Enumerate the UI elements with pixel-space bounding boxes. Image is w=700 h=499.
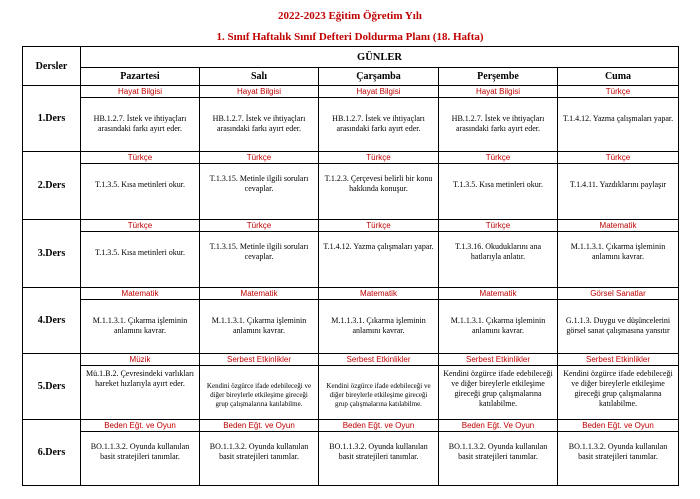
objective-text: T.1.4.12. Yazma çalışmaları yapar. xyxy=(562,114,674,123)
day-header-carsamba: Çarşamba xyxy=(319,68,439,86)
objective-text: T.1.4.12. Yazma çalışmaları yapar. xyxy=(323,242,434,251)
subject-label: Beden Eğt. ve Oyun xyxy=(200,420,318,432)
objective-text: T.1.3.16. Okuduklarını ana hatlarıyla anlatır. xyxy=(454,242,542,261)
lesson-cell xyxy=(81,420,200,486)
objective-text: Mü.1.B.2. Çevresindeki varlıkları hareket hızlarıyla ayırt eder. xyxy=(86,369,194,388)
objective-text: BO.1.1.3.2. Oyunda kullanılan basit stratejileri tanımlar. xyxy=(448,442,548,461)
lesson-cell xyxy=(200,354,319,420)
lesson-cell xyxy=(439,220,558,288)
plan-body xyxy=(23,86,679,486)
header-row-days xyxy=(23,68,679,86)
lesson-cell xyxy=(319,288,439,354)
subject-label: Görsel Sanatlar xyxy=(558,288,678,300)
lesson-number: 2.Ders xyxy=(23,152,81,220)
lesson-cell xyxy=(439,420,558,486)
subject-label: Beden Eğt. ve Oyun xyxy=(558,420,678,432)
subject-label: Türkçe xyxy=(558,152,678,164)
lesson-row xyxy=(23,420,679,486)
gunler-header: GÜNLER xyxy=(81,47,679,68)
objective-text: T.1.3.5. Kısa metinleri okur. xyxy=(94,248,186,257)
objective-text: T.1.3.15. Metinle ilgili soruları cevaplar. xyxy=(209,174,309,193)
objective-text: T.1.3.15. Metinle ilgili soruları cevaplar. xyxy=(209,242,309,261)
objective-text: M.1.1.3.1. Çıkarma işleminin anlamını kavrar. xyxy=(331,316,426,335)
day-header-sali: Salı xyxy=(200,68,319,86)
subject-label: Türkçe xyxy=(558,86,678,98)
objective-text: Kendini özgürce ifade edebileceği ve diğer bireylerle etkileşime gireceği grup çalışmalarına katılabilme. xyxy=(563,369,673,408)
subject-label: Beden Eğt. Ve Oyun xyxy=(439,420,557,432)
subject-label: Serbest Etkinlikler xyxy=(200,354,318,366)
subject-label: Türkçe xyxy=(439,152,557,164)
lesson-cell xyxy=(81,288,200,354)
objective-text: T.1.3.5. Kısa metinleri okur. xyxy=(452,180,544,189)
lesson-cell xyxy=(200,420,319,486)
lesson-cell xyxy=(319,152,439,220)
objective-text: T.1.2.3. Çerçevesi belirli bir konu hakkında konuşur. xyxy=(324,174,433,193)
weekly-plan-table xyxy=(22,46,679,486)
lesson-cell xyxy=(558,152,679,220)
lesson-cell xyxy=(319,220,439,288)
header-row-gunler xyxy=(23,47,679,68)
objective-text: BO.1.1.3.2. Oyunda kullanılan basit stratejileri tanımlar. xyxy=(329,442,428,461)
lesson-cell xyxy=(81,220,200,288)
subject-label: Hayat Bilgisi xyxy=(200,86,318,98)
day-header-persembe: Perşembe xyxy=(439,68,558,86)
day-header-cuma: Cuma xyxy=(558,68,679,86)
document-subtitle: 1. Sınıf Haftalık Sınıf Defteri Doldurma Planı (18. Hafta) xyxy=(216,31,484,43)
subject-label: Türkçe xyxy=(439,220,557,232)
subject-label: Matematik xyxy=(558,220,678,232)
lesson-row xyxy=(23,354,679,420)
lesson-number: 1.Ders xyxy=(23,86,81,152)
subject-label: Serbest Etkinlikler xyxy=(439,354,557,366)
subject-label: Hayat Bilgisi xyxy=(319,86,438,98)
lesson-cell xyxy=(200,220,319,288)
objective-text: Kendini özgürce ifade edebileceği ve diğer bireylerle etkileşime gireceği grup çalışmalarına katılabilme. xyxy=(206,382,312,408)
subject-label: Türkçe xyxy=(200,152,318,164)
subject-label: Türkçe xyxy=(81,220,199,232)
subject-label: Matematik xyxy=(319,288,438,300)
subject-label: Türkçe xyxy=(319,220,438,232)
objective-text: HB.1.2.7. İstek ve ihtiyaçları arasındaki farkı ayırt eder. xyxy=(212,114,306,133)
lesson-cell xyxy=(558,86,679,152)
document-title: 2022-2023 Eğitim Öğretim Yılı xyxy=(278,10,422,22)
objective-text: G.1.1.3. Duygu ve düşüncelerini görsel sanat çalışmasına yansıtır xyxy=(565,316,671,335)
subject-label: Türkçe xyxy=(200,220,318,232)
objective-text: M.1.1.3.1. Çıkarma işleminin anlamını kavrar. xyxy=(450,316,546,335)
lesson-cell xyxy=(200,86,319,152)
lesson-cell xyxy=(81,152,200,220)
subject-label: Matematik xyxy=(439,288,557,300)
subject-label: Serbest Etkinlikler xyxy=(319,354,438,366)
lesson-cell xyxy=(558,220,679,288)
subject-label: Serbest Etkinlikler xyxy=(558,354,678,366)
lesson-cell xyxy=(439,354,558,420)
subject-label: Matematik xyxy=(200,288,318,300)
objective-text: BO.1.1.3.2. Oyunda kullanılan basit stratejileri tanımlar. xyxy=(90,442,190,461)
dersler-header: Dersler xyxy=(23,47,81,86)
lesson-cell xyxy=(558,354,679,420)
lesson-cell xyxy=(319,86,439,152)
lesson-cell xyxy=(439,86,558,152)
subject-label: Müzik xyxy=(81,354,199,366)
subject-label: Türkçe xyxy=(319,152,438,164)
lesson-cell xyxy=(200,152,319,220)
lesson-number: 4.Ders xyxy=(23,288,81,354)
subject-label: Beden Eğt. ve Oyun xyxy=(319,420,438,432)
lesson-number: 5.Ders xyxy=(23,354,81,420)
objective-text: Kendini özgürce ifade edebileceği ve diğer bireylerle etkileşime gireceği grup çalışmalarına katılabilme. xyxy=(443,369,553,408)
lesson-row xyxy=(23,86,679,152)
objective-text: M.1.1.3.1. Çıkarma işleminin anlamını kavrar. xyxy=(211,316,307,335)
objective-text: M.1.1.3.1. Çıkarma işleminin anlamını kavrar. xyxy=(570,242,666,261)
objective-text: HB.1.2.7. İstek ve ihtiyaçları arasındaki farkı ayırt eder. xyxy=(332,114,425,133)
subject-label: Hayat Bilgisi xyxy=(81,86,199,98)
subject-label: Beden Eğt. ve Oyun xyxy=(81,420,199,432)
objective-text: HB.1.2.7. İstek ve ihtiyaçları arasındaki farkı ayırt eder. xyxy=(451,114,545,133)
objective-text: M.1.1.3.1. Çıkarma işleminin anlamını kavrar. xyxy=(92,316,188,335)
day-header-pazartesi: Pazartesi xyxy=(81,68,200,86)
subject-label: Hayat Bilgisi xyxy=(439,86,557,98)
subject-label: Türkçe xyxy=(81,152,199,164)
objective-text: Kendini özgürce ifade edebileceği ve diğer bireylerle etkileşime gireceği grup çalışmalarına katılabilme. xyxy=(326,382,431,408)
lesson-cell xyxy=(439,288,558,354)
lesson-cell xyxy=(319,420,439,486)
lesson-cell xyxy=(319,354,439,420)
lesson-cell xyxy=(81,354,200,420)
lesson-number: 3.Ders xyxy=(23,220,81,288)
lesson-cell xyxy=(439,152,558,220)
objective-text: BO.1.1.3.2. Oyunda kullanılan basit stratejileri tanımlar. xyxy=(209,442,309,461)
lesson-cell xyxy=(558,288,679,354)
lesson-cell xyxy=(558,420,679,486)
objective-text: HB.1.2.7. İstek ve ihtiyaçları arasındaki farkı ayırt eder. xyxy=(93,114,187,133)
objective-text: BO.1.1.3.2. Oyunda kullanılan basit stratejileri tanımlar. xyxy=(568,442,668,461)
objective-text: T.1.4.11. Yazdıklarını paylaşır xyxy=(569,180,667,189)
lesson-cell xyxy=(200,288,319,354)
objective-text: T.1.3.5. Kısa metinleri okur. xyxy=(94,180,186,189)
lesson-cell xyxy=(81,86,200,152)
lesson-row xyxy=(23,220,679,288)
subject-label: Matematik xyxy=(81,288,199,300)
lesson-row xyxy=(23,152,679,220)
lesson-number: 6.Ders xyxy=(23,420,81,486)
lesson-row xyxy=(23,288,679,354)
